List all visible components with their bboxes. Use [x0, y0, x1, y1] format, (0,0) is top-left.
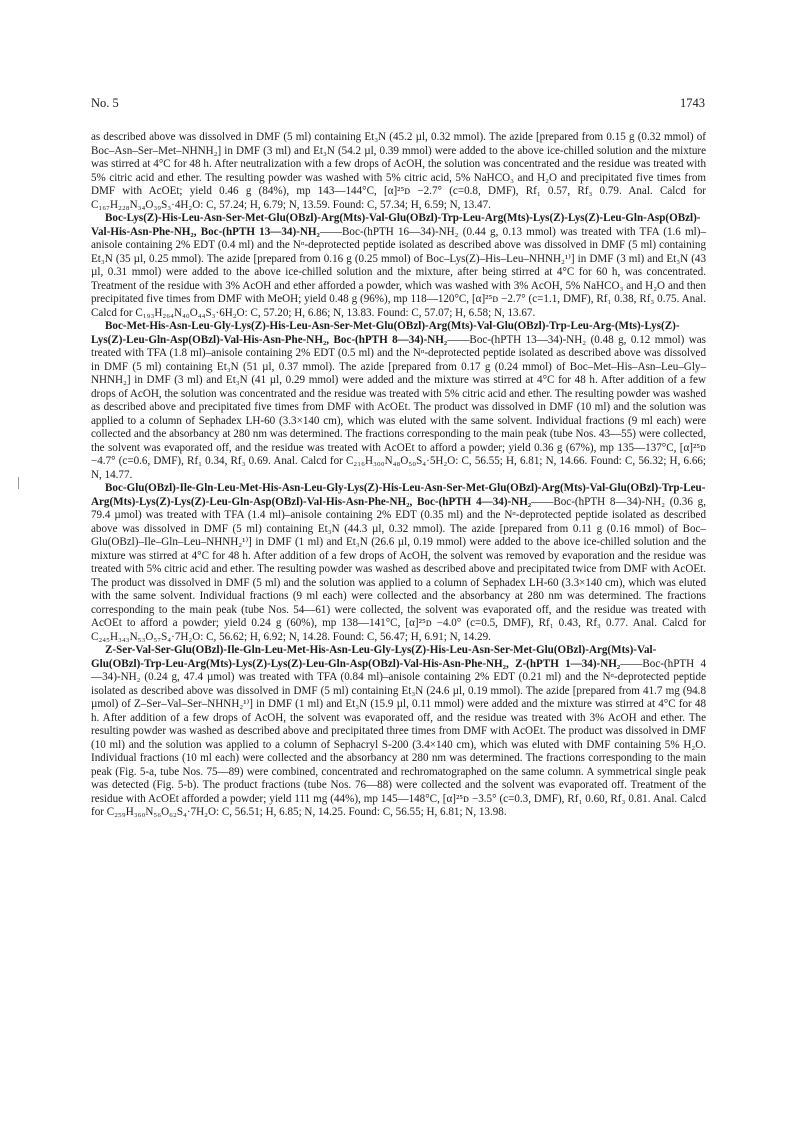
paragraph-hpth-8-34 — [91, 320, 706, 482]
compound-heading: Boc-Lys(Z)-His-Leu-Asn-Ser-Met-Glu(OBzl)-Arg(Mts)-Val-Glu(OBzl)-Trp-Leu-Arg(Mts)-Lys(Z)-Lys(Z)-Leu-Gln-Asp(OBzl)-Val-His-Asn-Phe-NH₂, Boc-(hPTH 13—34)-NH₂ — [91, 212, 701, 238]
page-header — [91, 96, 705, 112]
paragraph-text: ——Boc-(hPTH 8—34)-NH₂ (0.36 g, 79.4 µmol) was treated with TFA (1.4 ml)–anisole containing 2% EDT (0.35 ml) and the Nᵅ-deprotected peptide isolated as described above was dissolved in DMF (5 ml) containing Et₃N (44.3 µl, 0.32 mmol). The azide [prepared from 0.11 g (0.16 mmol) of Boc–Glu(OBzl)–Ile–Gln–Leu–NHNH₂¹⁾] in DMF (1 ml) and Et₃N (26.6 µl, 0.19 mmol) were added to the above ice-chilled solution and the mixture was stirred at 4°C for 48 h. After addition of a few drops of AcOH, the solvent was removed by evaporation and the residue was treated with 5% citric acid and ether. The resulting powder was washed as described above and precipitated twice from DMF with AcOEt. The product was dissolved in DMF (5 ml) and the solution was applied to a column of Sephadex LH-60 (3.3×140 cm), which was eluted with the same solvent. Individual fractions (9 ml each) were collected and the absorbancy at 280 nm was determined. The fractions corresponding to the main peak (tube Nos. 54—61) were collected, the solvent was evaporated off, and the residue was treated with AcOEt to afford a powder; yield 0.24 g (60%), mp 138—141°C, [α]²⁵ᴅ −4.0° (c=0.5, DMF), Rf₁ 0.43, Rf₃ 0.77. Anal. Calcd for C₂₄₅H₃₄₃N₅₃O₅₇S₄·7H₂O: C, 56.62; H, 6.92; N, 14.28. Found: C, 56.47; H, 6.91; N, 14.29. — [91, 495, 706, 643]
compound-heading: Boc-Glu(OBzl)-Ile-Gln-Leu-Met-His-Asn-Leu-Gly-Lys(Z)-His-Leu-Asn-Ser-Met-Glu(OBzl)-Arg(Mts)-Val-Glu(OBzl)-Trp-Leu-Arg(Mts)-Lys(Z)-Lys(Z)-Leu-Gln-Asp(OBzl)-Val-His-Asn-Phe-NH₂, Boc-(hPTH 4—34)-NH₂ — [91, 482, 706, 508]
paragraph-continuation: as described above was dissolved in DMF (5 ml) containing Et₃N (45.2 µl, 0.32 mmol). The azide [prepared from 0.15 g (0.32 mmol) of Boc–Asn–Ser–Met–NHNH₂] in DMF (3 ml) and Et₃N (54.2 µl, 0.39 mmol) were added to the above ice-chilled solution and the mixture was stirred at 4°C for 48 h. After neutralization with a few drops of AcOH, the solution was concentrated and the residue was treated with 5% citric acid and ether. The resulting powder was washed with 5% citric acid, 5% NaHCO₃ and H₂O and precipitated five times from DMF with AcOEt; yield 0.46 g (84%), mp 143—144°C, [α]²⁵ᴅ −2.7° (c=0.8, DMF), Rf₁ 0.57, Rf₃ 0.79. Anal. Calcd for C₁₆₇H₂₂₈N₃₄O₃₉S₃·4H₂O: C, 57.24; H, 6.79; N, 13.59. Found: C, 57.34; H, 6.59; N, 13.47. — [91, 131, 706, 211]
compound-heading: Z-Ser-Val-Ser-Glu(OBzl)-Ile-Gln-Leu-Met-His-Asn-Leu-Gly-Lys(Z)-His-Leu-Asn-Ser-Met-Glu(OBzl)-Arg(Mts)-Val-Glu(OBzl)-Trp-Leu-Arg(Mts)-Lys(Z)-Lys(Z)-Leu-Gln-Asp(OBzl)-Val-His-Asn-Phe-NH₂, Z-(hPTH 1—34)-NH₂ — [91, 644, 657, 670]
paragraph-hpth-1-34 — [91, 644, 706, 820]
paragraph-hpth-13-34 — [91, 212, 706, 320]
page-number: 1743 — [680, 96, 705, 110]
paragraph-hpth-4-34 — [91, 482, 706, 644]
paragraph-text: ——Boc-(hPTH 4—34)-NH₂ (0.24 g, 47.4 µmol) was treated with TFA (0.84 ml)–anisole containing 2% EDT (0.21 ml) and the Nᵅ-deprotected peptide isolated as described above was dissolved in DMF (5 ml) containing Et₃N (24.6 µl, 0.19 mmol). The azide [prepared from 41.7 mg (94.8 µmol) of Z–Ser–Val–Ser–NHNH₂¹⁾] in DMF (1 ml) and Et₃N (15.9 µl, 0.11 mmol) were added and the mixture was stirred at 4°C for 48 h. After addition of a few drops of AcOH, the solvent was evaporated off, and the residue was treated with 3% AcOH and ether. The resulting powder was washed as described above and precipitated three times from DMF with AcOEt. The product was dissolved in DMF (10 ml) and the solution was applied to a column of Sephacryl S-200 (3.4×140 cm), which was eluted with DMF containing 5% H₂O. Individual fractions (10 ml each) were collected and the absorbancy at 280 nm was determined. The fractions corresponding to the main peak (Fig. 5-a, tube Nos. 75—89) were combined, concentrated and rechromatographed on the same column. A symmetrical single peak was detected (Fig. 5-b). The product fractions (tube Nos. 76—88) were collected and the solvent was evaporated off. Treatment of the residue with AcOEt afforded a powder; yield 111 mg (44%), mp 145—148°C, [α]²⁵ᴅ −3.5° (c=0.3, DMF), Rf₁ 0.60, Rf₃ 0.81. Anal. Calcd for C₂₅₉H₃₆₀N₅₆O₆₂S₄·7H₂O: C, 56.51; H, 6.85; N, 14.25. Found: C, 56.55; H, 6.81; N, 13.98. — [91, 657, 706, 818]
margin-mark — [18, 477, 19, 489]
paragraph-text: ——Boc-(hPTH 16—34)-NH₂ (0.44 g, 0.13 mmol) was treated with TFA (1.6 ml)–anisole containing 2% EDT (0.4 ml) and the Nᵅ-deprotected peptide isolated as described above was dissolved in DMF (5 ml) containing Et₃N (35 µl, 0.25 mmol). The azide [prepared from 0.16 g (0.25 mmol) of Boc–Lys(Z)–His–Leu–NHNH₂¹⁾] in DMF (3 ml) and Et₃N (43 µl, 0.31 mmol) were added to the above ice-chilled solution and the mixture, after being stirred at 4°C for 60 h, was concentrated. Treatment of the residue with 3% AcOH and ether afforded a powder, which was washed with 3% AcOH, 5% NaHCO₃ and H₂O and then precipitated five times from DMF with MeOH; yield 0.48 g (96%), mp 118—120°C, [α]²⁵ᴅ −2.7° (c=1.1, DMF), Rf₁ 0.38, Rf₃ 0.75. Anal. Calcd for C₁₉₃H₂₆₄N₄₀O₄₄S₃·6H₂O: C, 57.20; H, 6.86; N, 13.83. Found: C, 57.07; H, 6.58; N, 13.67. — [91, 225, 706, 319]
compound-heading: Boc-Met-His-Asn-Leu-Gly-Lys(Z)-His-Leu-Asn-Ser-Met-Glu(OBzl)-Arg(Mts)-Val-Glu(OBzl)-Trp-Leu-Arg-(Mts)-Lys(Z)-Lys(Z)-Leu-Gln-Asp(OBzl)-Val-His-Asn-Phe-NH₂, Boc-(hPTH 8—34)-NH₂ — [91, 320, 680, 346]
issue-number: No. 5 — [91, 96, 119, 110]
paragraph-text: ——Boc-(hPTH 13—34)-NH₂ (0.48 g, 0.12 mmol) was treated with TFA (1.8 ml)–anisole containing 2% EDT (0.5 ml) and the Nᵅ-deprotected peptide isolated as described above was dissolved in DMF (5 ml) containing Et₃N (51 µl, 0.37 mmol). The azide [prepared from 0.17 g (0.24 mmol) of Boc–Met–His–Asn–Leu–Gly–NHNH₂] in DMF (3 ml) and Et₃N (41 µl, 0.29 mmol) were added and the mixture was stirred at 4°C for 48 h. After addition of a few drops of AcOH, the solution was concentrated and the residue was treated with 5% citric acid and ether. The resulting powder was washed as described above and precipitated five times from DMF with AcOEt. The product was dissolved in DMF (10 ml) and the solution was applied to a column of Sephadex LH-60 (3.3×140 cm), which was eluted with the same solvent. Individual fractions (9 ml each) were collected and the absorbancy at 280 nm was determined. The fractions corresponding to the main peak (tube Nos. 43—55) were collected, the solvent was evaporated off, and the residue was treated with AcOEt to afford a powder; yield 0.36 g (67%), mp 135—137°C, [α]²⁵ᴅ −4.7° (c=0.6, DMF), Rf₁ 0.34, Rf₃ 0.69. Anal. Calcd for C₂₁₆H₃₀₀N₄₈O₅₀S₄·5H₂O: C, 56.55; H, 6.81; N, 14.66. Found: C, 56.32; H, 6.66; N, 14.77. — [91, 333, 706, 481]
body-text — [91, 131, 706, 820]
